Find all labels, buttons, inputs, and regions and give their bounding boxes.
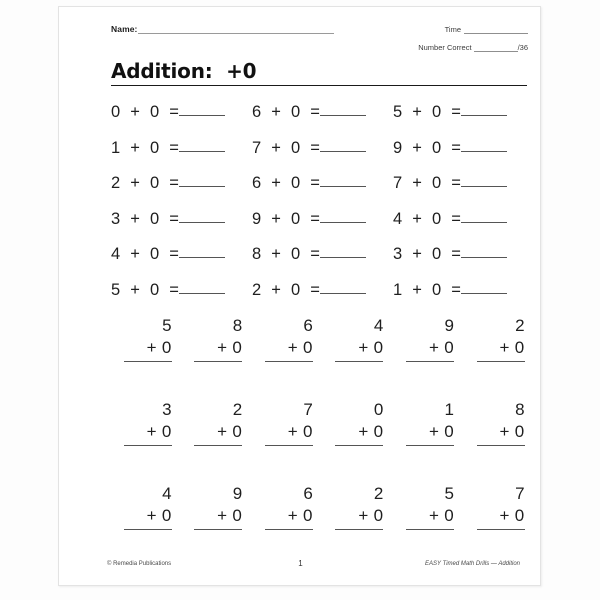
answer-blank[interactable] — [179, 151, 225, 152]
problem-expression: 0 + 0 = — [111, 103, 180, 122]
answer-rule[interactable] — [406, 445, 454, 446]
problem-expression: 7 + 0 = — [393, 174, 462, 193]
problem-cell[interactable] — [111, 139, 252, 158]
answer-rule[interactable] — [124, 529, 172, 530]
answer-blank[interactable] — [179, 257, 225, 258]
answer-rule[interactable] — [194, 445, 242, 446]
problem-cell[interactable] — [391, 315, 462, 399]
problem-cell[interactable] — [252, 281, 393, 300]
answer-blank[interactable] — [461, 115, 507, 116]
problem-stack — [406, 399, 454, 446]
problem-stack — [194, 399, 242, 446]
problem-cell[interactable] — [252, 210, 393, 229]
problem-second-addend: + 0 — [499, 506, 525, 525]
problem-stack — [477, 315, 525, 362]
problem-first-addend: 7 — [303, 400, 313, 419]
problem-expression: 6 + 0 = — [252, 103, 321, 122]
answer-blank[interactable] — [179, 115, 225, 116]
problem-stack — [265, 315, 313, 362]
answer-rule[interactable] — [265, 445, 313, 446]
answer-blank[interactable] — [461, 151, 507, 152]
problem-cell[interactable] — [252, 103, 393, 122]
problem-expression: 5 + 0 = — [393, 103, 462, 122]
problem-first-addend: 8 — [232, 316, 243, 335]
problem-stack — [335, 399, 383, 446]
answer-rule[interactable] — [265, 529, 313, 530]
answer-rule[interactable] — [406, 361, 454, 362]
problem-row — [111, 273, 535, 309]
answer-rule[interactable] — [124, 361, 172, 362]
total-problems-label: /36 — [517, 43, 528, 52]
answer-rule[interactable] — [335, 361, 383, 362]
problem-cell[interactable] — [111, 174, 252, 193]
problem-second-addend: + 0 — [499, 422, 525, 441]
number-correct-write-line[interactable] — [474, 43, 518, 52]
problem-cell[interactable] — [111, 245, 252, 264]
answer-rule[interactable] — [335, 445, 383, 446]
answer-rule[interactable] — [477, 361, 525, 362]
answer-rule[interactable] — [406, 529, 454, 530]
page-number: 1 — [298, 559, 303, 568]
worksheet-page — [58, 6, 541, 586]
problem-cell[interactable] — [111, 281, 252, 300]
answer-blank[interactable] — [461, 186, 507, 187]
problem-row — [109, 399, 533, 483]
problem-cell[interactable] — [393, 281, 534, 300]
problem-cell[interactable] — [109, 315, 180, 399]
problem-first-addend: 5 — [444, 484, 454, 503]
problem-expression: 3 + 0 = — [111, 209, 180, 228]
problem-expression: 4 + 0 = — [393, 209, 462, 228]
problem-cell[interactable] — [393, 103, 534, 122]
problem-stack — [124, 483, 172, 530]
problem-stack — [477, 483, 525, 530]
answer-rule[interactable] — [477, 445, 525, 446]
problem-first-addend: 4 — [162, 484, 172, 503]
problem-first-addend: 0 — [373, 400, 384, 419]
problem-expression: 6 + 0 = — [252, 174, 321, 193]
problem-expression: 3 + 0 = — [393, 245, 462, 264]
worksheet-header — [59, 7, 542, 65]
problem-cell[interactable] — [180, 315, 251, 399]
problem-second-addend: + 0 — [217, 506, 243, 525]
problem-second-addend: + 0 — [146, 506, 172, 525]
answer-blank[interactable] — [179, 186, 225, 187]
problem-second-addend: + 0 — [358, 422, 384, 441]
answer-blank[interactable] — [461, 222, 507, 223]
problem-stack — [124, 399, 172, 446]
answer-blank[interactable] — [461, 293, 507, 294]
problem-row — [109, 315, 533, 399]
problem-stack — [194, 315, 242, 362]
answer-rule[interactable] — [477, 529, 525, 530]
problem-cell[interactable] — [462, 483, 533, 567]
problem-second-addend: + 0 — [428, 338, 454, 357]
problem-first-addend: 9 — [232, 484, 243, 503]
problem-first-addend: 2 — [232, 400, 243, 419]
problem-first-addend: 2 — [373, 484, 384, 503]
problem-second-addend: + 0 — [358, 506, 384, 525]
problem-cell[interactable] — [252, 245, 393, 264]
problem-second-addend: + 0 — [287, 422, 313, 441]
problem-row — [111, 202, 535, 238]
time-write-line[interactable] — [464, 25, 528, 34]
problem-expression: 7 + 0 = — [252, 138, 321, 157]
answer-rule[interactable] — [194, 529, 242, 530]
problem-first-addend: 6 — [303, 316, 313, 335]
problem-row — [111, 237, 535, 273]
problem-cell[interactable] — [391, 399, 462, 483]
answer-blank[interactable] — [179, 222, 225, 223]
problem-cell[interactable] — [462, 399, 533, 483]
name-write-line[interactable] — [138, 24, 334, 34]
problem-cell[interactable] — [111, 103, 252, 122]
problem-second-addend: + 0 — [217, 422, 243, 441]
problem-stack — [265, 399, 313, 446]
problem-cell[interactable] — [393, 210, 534, 229]
problem-expression: 9 + 0 = — [252, 209, 321, 228]
problem-cell[interactable] — [321, 483, 392, 567]
answer-blank[interactable] — [320, 222, 366, 223]
worksheet-footer — [59, 559, 542, 571]
problem-second-addend: + 0 — [428, 506, 454, 525]
problem-cell[interactable] — [109, 399, 180, 483]
problem-first-addend: 4 — [373, 316, 384, 335]
series-title: EASY Timed Math Drills — Addition — [425, 561, 520, 567]
problem-stack — [406, 315, 454, 362]
problem-first-addend: 9 — [444, 316, 454, 335]
answer-rule[interactable] — [265, 361, 313, 362]
answer-blank[interactable] — [320, 257, 366, 258]
problem-cell[interactable] — [250, 483, 321, 567]
problem-second-addend: + 0 — [287, 506, 313, 525]
problem-stack — [265, 483, 313, 530]
page-title: Addition: +0 — [111, 59, 257, 83]
problem-cell[interactable] — [109, 483, 180, 567]
problem-expression: 4 + 0 = — [111, 245, 180, 264]
copyright-notice: © Remedia Publications — [107, 561, 172, 567]
problem-expression: 1 + 0 = — [393, 280, 462, 299]
problem-first-addend: 7 — [515, 484, 525, 503]
problem-cell[interactable] — [462, 315, 533, 399]
problem-cell[interactable] — [393, 174, 534, 193]
problem-second-addend: + 0 — [499, 338, 525, 357]
problem-cell[interactable] — [252, 139, 393, 158]
problem-cell[interactable] — [393, 245, 534, 264]
problem-cell[interactable] — [391, 483, 462, 567]
problem-expression: 8 + 0 = — [252, 245, 321, 264]
horizontal-problems-section — [111, 95, 535, 308]
problem-cell[interactable] — [250, 315, 321, 399]
problem-first-addend: 5 — [162, 316, 172, 335]
answer-blank[interactable] — [320, 186, 366, 187]
problem-stack — [406, 483, 454, 530]
problem-row — [111, 131, 535, 167]
problem-expression: 1 + 0 = — [111, 138, 180, 157]
problem-expression: 2 + 0 = — [252, 280, 321, 299]
problem-stack — [194, 483, 242, 530]
problem-expression: 9 + 0 = — [393, 138, 462, 157]
answer-blank[interactable] — [320, 293, 366, 294]
answer-rule[interactable] — [335, 529, 383, 530]
answer-blank[interactable] — [320, 115, 366, 116]
number-correct-field-row — [418, 43, 528, 52]
answer-rule[interactable] — [124, 445, 172, 446]
name-label: Name: — [111, 24, 138, 34]
problem-first-addend: 6 — [303, 484, 313, 503]
problem-cell[interactable] — [111, 210, 252, 229]
problem-cell[interactable] — [393, 139, 534, 158]
problem-first-addend: 2 — [515, 316, 525, 335]
problem-expression: 5 + 0 = — [111, 280, 180, 299]
problem-stack — [477, 399, 525, 446]
number-correct-label: Number Correct — [418, 43, 472, 52]
problem-cell[interactable] — [321, 399, 392, 483]
time-label: Time — [444, 25, 461, 34]
problem-cell[interactable] — [250, 399, 321, 483]
vertical-problems-section — [109, 315, 533, 567]
problem-row — [111, 95, 535, 131]
problem-first-addend: 3 — [162, 400, 172, 419]
problem-cell[interactable] — [252, 174, 393, 193]
problem-row — [111, 166, 535, 202]
answer-rule[interactable] — [194, 361, 242, 362]
problem-stack — [335, 483, 383, 530]
answer-blank[interactable] — [461, 257, 507, 258]
problem-second-addend: + 0 — [146, 422, 172, 441]
time-field-row — [445, 25, 528, 34]
problem-stack — [124, 315, 172, 362]
problem-expression: 2 + 0 = — [111, 174, 180, 193]
problem-first-addend: 8 — [515, 400, 525, 419]
problem-second-addend: + 0 — [358, 338, 384, 357]
problem-cell[interactable] — [321, 315, 392, 399]
problem-stack — [335, 315, 383, 362]
problem-second-addend: + 0 — [287, 338, 313, 357]
problem-second-addend: + 0 — [428, 422, 454, 441]
answer-blank[interactable] — [320, 151, 366, 152]
problem-cell[interactable] — [180, 399, 251, 483]
problem-second-addend: + 0 — [217, 338, 243, 357]
problem-first-addend: 1 — [444, 400, 454, 419]
problem-row — [109, 483, 533, 567]
problem-second-addend: + 0 — [146, 338, 172, 357]
answer-blank[interactable] — [179, 293, 225, 294]
problem-cell[interactable] — [180, 483, 251, 567]
page-title-block — [111, 59, 527, 86]
name-field-row — [111, 24, 334, 34]
